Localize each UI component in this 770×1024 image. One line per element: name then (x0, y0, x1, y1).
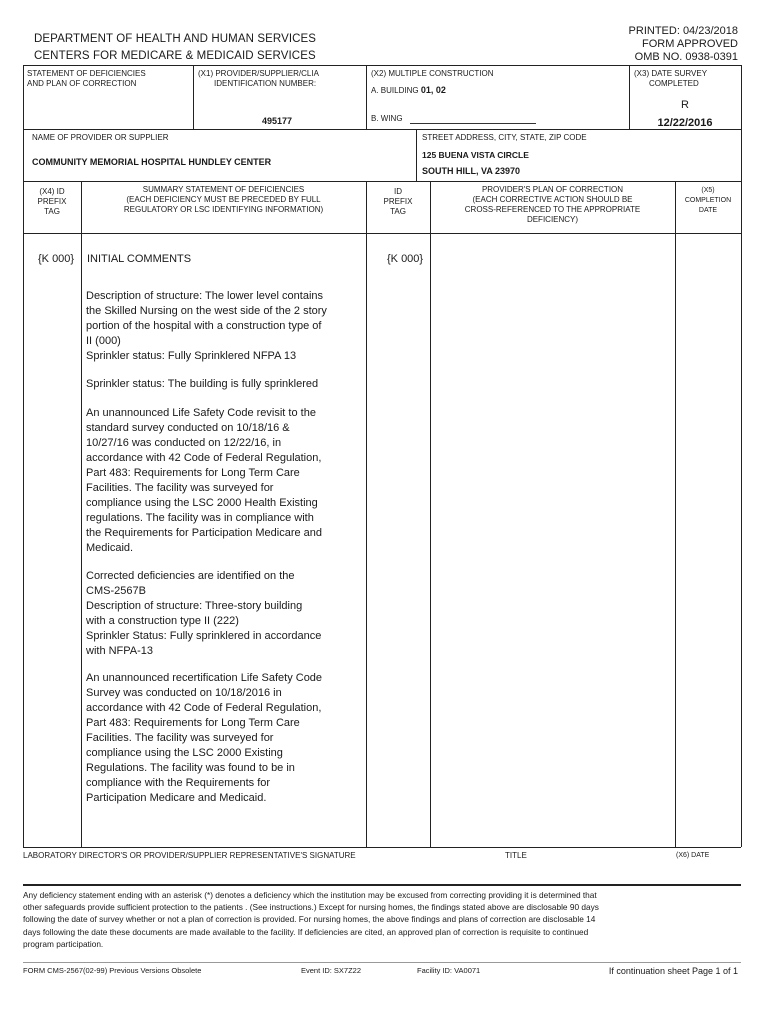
printed-date: PRINTED: 04/23/2018 (628, 25, 738, 37)
plan-heading-4: DEFICIENCY) (526, 215, 579, 224)
x5-heading-1: (X5) (701, 187, 715, 194)
provider-name-label: NAME OF PROVIDER OR SUPPLIER (32, 133, 169, 142)
date-label: (X6) DATE (676, 852, 710, 859)
agency-line-1: DEPARTMENT OF HEALTH AND HUMAN SERVICES (34, 33, 317, 45)
entry-paragraph-3: An unannounced Life Safety Code revisit to the standard survey conducted on 10/18/16 & 10/27/16 was conducted on 12/22/16, in accordance with 42 Code of Federal Regulation, Part 483: Requirements for Long Term Care Facilities. The facility was surveyed for compliance using the LSC 2000 Health Existing regulations. The facility was in compliance with the Requirements for Participation Medicare and Medicaid. (86, 407, 323, 554)
id-prefix-tag: {K 000} (387, 253, 424, 265)
entry-paragraph-5: An unannounced recertification Life Safety Code Survey was conducted on 10/18/2016 in accordance with 42 Code of Federal Regulation, Part 483: Requirements for Long Term Care Facilities. The facility was surveyed for compliance using the LSC 2000 Existing Regulations. The facility was found to be in compliance with the Requirements for Participation Medicare and Medicaid. (86, 672, 323, 804)
entry-paragraph-2: Sprinkler status: The building is fully sprinklered (86, 378, 319, 390)
x1-label-2: IDENTIFICATION NUMBER: (214, 79, 317, 88)
id-heading-3: TAG (390, 207, 406, 216)
summary-heading-2: (EACH DEFICIENCY MUST BE PRECEDED BY FULL (126, 195, 321, 204)
id-heading-2: PREFIX (383, 197, 413, 206)
x1-label-1: (X1) PROVIDER/SUPPLIER/CLIA (198, 69, 319, 78)
x4-heading (23, 187, 81, 217)
plan-heading-1: PROVIDER'S PLAN OF CORRECTION (481, 185, 624, 194)
street-address: 125 BUENA VISTA CIRCLE (422, 150, 529, 160)
x4-heading-1: (X4) ID (39, 187, 65, 196)
summary-heading-3: REGULATORY OR LSC IDENTIFYING INFORMATION) (123, 205, 324, 214)
provider-name: COMMUNITY MEMORIAL HOSPITAL HUNDLEY CENTER (32, 157, 272, 167)
x2-label: (X2) MULTIPLE CONSTRUCTION (371, 69, 494, 78)
form-number: FORM CMS-2567(02-99) Previous Versions Obsolete (23, 966, 202, 975)
agency-line-2: CENTERS FOR MEDICARE & MEDICAID SERVICES (34, 50, 316, 62)
x4-heading-2: PREFIX (37, 197, 67, 206)
title-label: TITLE (505, 851, 527, 860)
summary-heading-1: SUMMARY STATEMENT OF DEFICIENCIES (142, 185, 305, 194)
signature-label: LABORATORY DIRECTOR'S OR PROVIDER/SUPPLIER REPRESENTATIVE'S SIGNATURE (23, 851, 356, 860)
survey-completed-date: 12/22/2016 (657, 117, 713, 129)
omb-number: OMB NO. 0938-0391 (634, 51, 738, 63)
survey-code: R (681, 99, 689, 111)
plan-heading-2: (EACH CORRECTIVE ACTION SHOULD BE (472, 195, 633, 204)
wing-label: B. WING (371, 114, 403, 123)
x5-heading (675, 186, 741, 216)
disclaimer: Any deficiency statement ending with an asterisk (*) denotes a deficiency which the institution may be excused from correcting providing it is determined that other safeguards provide sufficient protection to the patients . (See instructions.) Except for nursing homes, the findings stated above are disclosable 90 days following the date of survey whether or not a plan of correction is provided. For nursing homes, the above findings and plans of correction are disclosable 14 days following the date these documents are made available to the facility. If deficiencies are cited, an approved plan of correction is requisite to continued program participation. (23, 890, 599, 949)
page-indicator: If continuation sheet Page 1 of 1 (608, 966, 738, 976)
entry-paragraph-1: Description of structure: The lower level contains the Skilled Nursing on the west side of the 2 story portion of the hospital with a construction type of II (000) Sprinkler status: Fully Sprinklered NFPA 13 (86, 290, 327, 362)
form-approved: FORM APPROVED (642, 38, 738, 50)
x3-label-2: COMPLETED (649, 79, 699, 88)
event-id: Event ID: SX7Z22 (301, 966, 362, 975)
x5-heading-3: DATE (698, 207, 718, 214)
address-label: STREET ADDRESS, CITY, STATE, ZIP CODE (422, 133, 587, 142)
plan-heading (430, 185, 675, 225)
facility-id: Facility ID: VA0071 (417, 966, 481, 975)
statement-label-2: AND PLAN OF CORRECTION (27, 79, 137, 88)
x5-heading-2: COMPLETION (684, 197, 732, 204)
prefix-tag: {K 000} (38, 253, 75, 265)
city-state-zip: SOUTH HILL, VA 23970 (422, 166, 521, 176)
building-row (371, 85, 446, 96)
provider-number: 495177 (262, 116, 293, 126)
building-value: 01, 02 (420, 85, 446, 95)
summary-heading (81, 185, 366, 215)
id-heading (366, 187, 430, 217)
plan-heading-3: CROSS-REFERENCED TO THE APPROPRIATE (464, 205, 641, 214)
x3-label-1: (X3) DATE SURVEY (634, 69, 708, 78)
x4-heading-3: TAG (44, 207, 60, 216)
building-label: A. BUILDING (371, 86, 419, 95)
entry-paragraph-4: Corrected deficiencies are identified on the CMS-2567B Description of structure: Three-story building with a construction type II (222) Sprinkler Status: Fully sprinklered in accordance with NFPA-13 (86, 570, 322, 657)
statement-label-1: STATEMENT OF DEFICIENCIES (27, 69, 146, 78)
id-heading-1: ID (394, 187, 402, 196)
entry-heading: INITIAL COMMENTS (87, 253, 192, 265)
